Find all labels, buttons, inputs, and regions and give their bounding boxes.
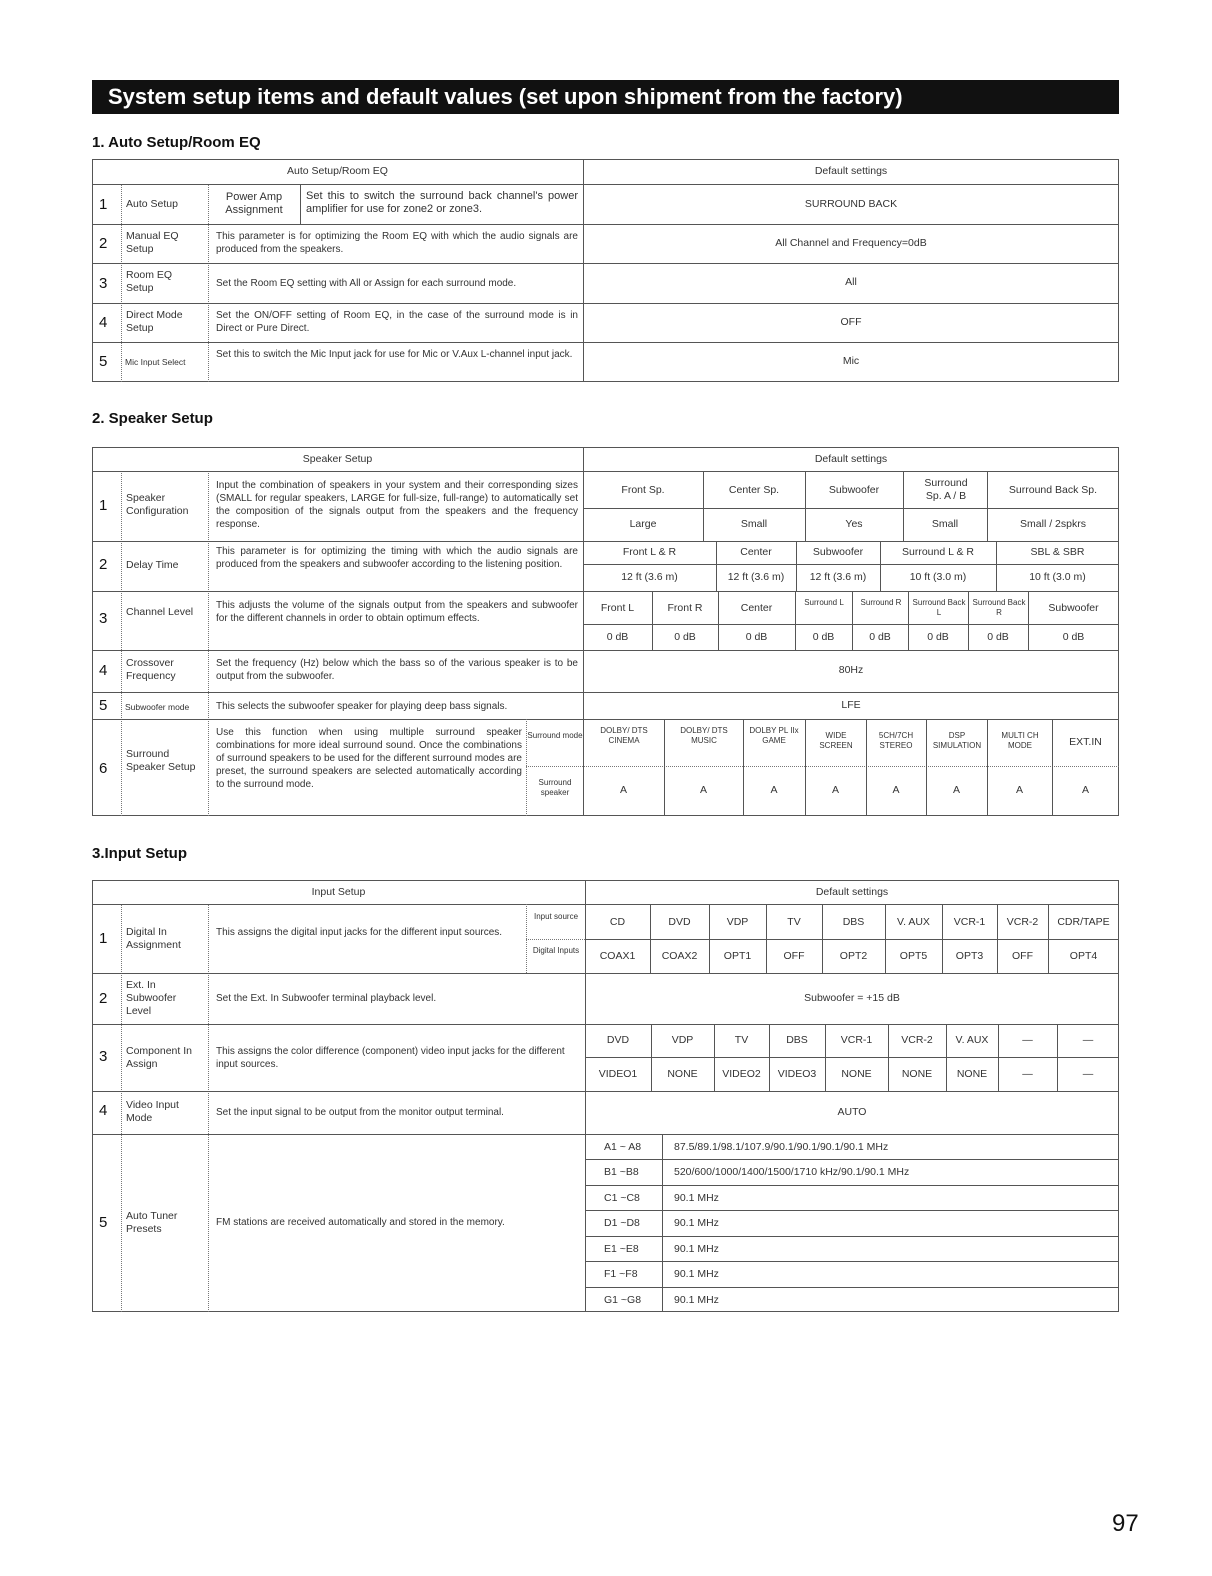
item-description: Use this function when using multiple surround speaker combinations for more ideal surround sound. Once the combinations of surround speakers to be used for the different surround modes are preset, the surround speakers are selected automatically according to the surround mode. [216, 727, 522, 790]
input-col-value: OPT1 [723, 950, 752, 962]
level-col-value: 0 dB [1062, 631, 1085, 643]
row-number: 4 [99, 662, 108, 679]
preset-value: 90.1 MHz [674, 1268, 719, 1280]
preset-channel: A1 ~ A8 [604, 1141, 642, 1153]
component-col-value: NONE [956, 1068, 988, 1080]
row-number: 3 [99, 1048, 108, 1065]
default-value: AUTO [837, 1106, 867, 1118]
default-value: All Channel and Frequency=0dB [775, 237, 927, 249]
level-col-header: Front R [667, 602, 703, 614]
mode-col-header: WIDE SCREEN [819, 731, 853, 750]
item-description: Set this to switch the surround back channel's power amplifier for use for zone2 or zone3. [306, 190, 578, 215]
item-label: Surround Speaker Setup [126, 748, 196, 773]
item-description: Set the ON/OFF setting of Room EQ, in the case of the surround mode is in Direct or Pure Direct. [216, 310, 578, 334]
delay-col-header: Surround L & R [902, 546, 974, 558]
row-number: 2 [99, 556, 108, 573]
input-default-header: Default settings [815, 886, 889, 898]
preset-value: 90.1 MHz [674, 1192, 719, 1204]
row-number: 6 [99, 760, 108, 777]
delay-col-value: 10 ft (3.0 m) [909, 571, 967, 583]
mode-col-header: DOLBY/ DTS CINEMA [600, 726, 648, 745]
preset-value: 90.1 MHz [674, 1217, 719, 1229]
row-number: 1 [99, 930, 108, 947]
item-label: Component In Assign [126, 1045, 192, 1070]
item-label: Delay Time [126, 559, 179, 571]
section-title-speaker-setup: 2. Speaker Setup [92, 410, 213, 427]
level-col-value: 0 dB [606, 631, 629, 643]
component-col-header: DBS [786, 1034, 808, 1046]
component-col-value: NONE [667, 1068, 698, 1080]
row-number: 3 [99, 275, 108, 292]
row-number: 5 [99, 1214, 108, 1231]
input-col-value: OPT4 [1069, 950, 1098, 962]
mode-col-header: DOLBY/ DTS MUSIC [680, 726, 728, 745]
level-col-header: Center [740, 602, 773, 614]
delay-col-header: Center [740, 546, 772, 558]
item-label: Speaker Configuration [126, 492, 189, 517]
delay-col-value: 12 ft (3.6 m) [727, 571, 785, 583]
row-number: 2 [99, 990, 108, 1007]
input-col-header: DBS [842, 916, 865, 928]
sub-item-label: Power Amp Assignment [225, 191, 283, 216]
surround-mode-label: Surround mode [527, 731, 583, 740]
mode-col-value: A [1081, 784, 1089, 796]
surround-speaker-label: Surround speaker [538, 778, 572, 797]
preset-channel: D1 ~D8 [604, 1217, 640, 1229]
speaker-col-header: Surround Back Sp. [1008, 484, 1098, 496]
component-col-value: VIDEO2 [722, 1068, 761, 1080]
item-label: Crossover Frequency [126, 657, 176, 682]
component-col-value: — [1082, 1068, 1094, 1080]
default-value: OFF [840, 316, 862, 328]
delay-col-header: Subwoofer [812, 546, 864, 558]
level-col-header: Surround Back L [912, 598, 966, 617]
input-col-value: OPT5 [899, 950, 928, 962]
item-label: Video Input Mode [126, 1099, 179, 1124]
speaker-col-header: Front Sp. [621, 484, 665, 496]
component-col-header: TV [734, 1034, 749, 1046]
default-value: Mic [842, 355, 860, 367]
speaker-col-value: Yes [845, 518, 863, 530]
row-number: 1 [99, 196, 108, 213]
mode-col-value: A [831, 784, 839, 796]
input-col-value: OPT3 [955, 950, 984, 962]
input-col-header: TV [787, 916, 801, 928]
mode-col-value: A [952, 784, 960, 796]
mode-col-header: MULTI CH MODE [1001, 731, 1039, 750]
level-col-value: 0 dB [674, 631, 696, 643]
item-label: Ext. In Subwoofer Level [126, 979, 177, 1017]
level-col-value: 0 dB [869, 631, 891, 643]
item-description: This assigns the digital input jacks for the different input sources. [216, 927, 503, 938]
mode-col-value: A [619, 784, 627, 796]
mode-col-value: A [892, 784, 900, 796]
speaker-col-header: Subwoofer [828, 484, 880, 496]
auto-setup-default-header: Default settings [814, 165, 888, 177]
level-col-header: Surround Back R [972, 598, 1026, 617]
item-label: Direct Mode Setup [126, 309, 183, 334]
item-label: Subwoofer mode [125, 702, 190, 712]
speaker-col-value: Large [629, 518, 657, 530]
component-col-header: — [1082, 1034, 1094, 1046]
component-col-value: NONE [901, 1068, 933, 1080]
input-setup-header: Input Setup [311, 886, 366, 898]
page-banner: System setup items and default values (set upon shipment from the factory) [92, 80, 1119, 114]
row-number: 5 [99, 697, 108, 714]
item-description: This parameter is for optimizing the timing with which the audio signals are produced from the speakers and subwoofer according to the listening position. [216, 546, 578, 570]
mode-col-value: A [770, 784, 778, 796]
speaker-col-header: Center Sp. [728, 484, 780, 496]
delay-col-value: 12 ft (3.6 m) [809, 571, 867, 583]
item-label: Channel Level [126, 606, 194, 618]
item-label: Auto Tuner Presets [126, 1210, 178, 1235]
input-col-value: COAX1 [599, 950, 636, 962]
digital-inputs-label: Digital Inputs [532, 946, 580, 955]
input-col-header: CDR/TAPE [1057, 916, 1110, 928]
item-description: Set the frequency (Hz) below which the bass so of the various speaker is to be output from the subwoofer. [216, 658, 578, 682]
preset-channel: C1 ~C8 [604, 1192, 640, 1204]
item-description: This adjusts the volume of the signals output from the speakers and subwoofer for the different channels in order to obtain optimum effects. [216, 600, 578, 624]
item-description: Set the Ext. In Subwoofer terminal playback level. [216, 993, 437, 1004]
input-col-header: CD [609, 916, 626, 928]
level-col-header: Subwoofer [1048, 602, 1099, 614]
level-col-header: Surround L [804, 598, 844, 607]
page-number: 97 [1112, 1510, 1139, 1537]
delay-col-header: Front L & R [622, 546, 677, 558]
section-title-auto-setup: 1. Auto Setup/Room EQ [92, 134, 261, 151]
delay-col-header: SBL & SBR [1030, 546, 1085, 558]
mode-col-header: DOLBY PL IIx GAME [749, 726, 799, 745]
mode-col-value: A [699, 784, 707, 796]
input-col-value: OFF [1012, 950, 1033, 962]
default-value: 80Hz [838, 664, 864, 676]
preset-value: 520/600/1000/1400/1500/1710 kHz/90.1/90.1 MHz [674, 1166, 910, 1178]
component-col-header: — [1022, 1034, 1033, 1046]
level-col-value: 0 dB [812, 631, 835, 643]
row-number: 5 [99, 353, 108, 370]
speaker-default-header: Default settings [814, 453, 888, 465]
preset-value: 90.1 MHz [674, 1243, 719, 1255]
input-col-header: V. AUX [897, 916, 930, 928]
component-col-value: VIDEO1 [598, 1068, 638, 1080]
component-col-header: VDP [671, 1034, 694, 1046]
preset-channel: B1 ~B8 [604, 1166, 639, 1178]
speaker-setup-header: Speaker Setup [302, 453, 373, 465]
speaker-col-value: Small [740, 518, 768, 530]
item-description: This assigns the color difference (component) video input jacks for the different input sources. [216, 1046, 565, 1070]
level-col-header: Front L [600, 602, 635, 614]
component-col-header: VCR-2 [901, 1034, 933, 1046]
item-description: FM stations are received automatically and stored in the memory. [216, 1217, 505, 1228]
level-col-value: 0 dB [927, 631, 949, 643]
component-col-header: V. AUX [955, 1034, 989, 1046]
delay-col-value: 10 ft (3.0 m) [1029, 571, 1086, 583]
section-title-input-setup: 3.Input Setup [92, 845, 187, 862]
speaker-col-header: Surround Sp. A / B [924, 477, 968, 502]
preset-channel: F1 ~F8 [604, 1268, 638, 1280]
item-label: Digital In Assignment [126, 926, 181, 951]
item-label: Mic Input Select [125, 357, 186, 367]
item-description: Set this to switch the Mic Input jack for use for Mic or V.Aux L-channel input jack. [216, 349, 573, 360]
component-col-value: — [1022, 1068, 1033, 1080]
row-number: 4 [99, 314, 108, 331]
preset-value: 90.1 MHz [674, 1294, 719, 1306]
component-col-value: NONE [841, 1068, 872, 1080]
auto-setup-header: Auto Setup/Room EQ [287, 165, 388, 177]
speaker-col-value: Small [931, 518, 959, 530]
mode-col-header: 5CH/7CH STEREO [878, 731, 914, 750]
component-col-value: VIDEO3 [777, 1068, 817, 1080]
mode-col-value: A [1015, 784, 1023, 796]
preset-channel: E1 ~E8 [604, 1243, 639, 1255]
item-label: Room EQ Setup [126, 269, 173, 294]
item-description: Set the Room EQ setting with All or Assign for each surround mode. [216, 278, 517, 289]
row-number: 2 [99, 235, 108, 252]
item-description: This selects the subwoofer speaker for playing deep bass signals. [216, 701, 508, 712]
default-value: LFE [841, 699, 861, 711]
input-col-value: COAX2 [661, 950, 698, 962]
default-value: Subwoofer = +15 dB [804, 992, 900, 1004]
row-number: 4 [99, 1102, 108, 1119]
item-label: Auto Setup [126, 198, 178, 210]
input-col-header: VCR-2 [1006, 916, 1039, 928]
input-col-header: VCR-1 [953, 916, 986, 928]
delay-col-value: 12 ft (3.6 m) [621, 571, 678, 583]
speaker-col-value: Small / 2spkrs [1020, 518, 1086, 530]
default-value: SURROUND BACK [804, 198, 898, 210]
level-col-value: 0 dB [745, 631, 768, 643]
input-col-value: OPT2 [839, 950, 868, 962]
mode-col-header: EXT.IN [1069, 736, 1102, 748]
preset-value: 87.5/89.1/98.1/107.9/90.1/90.1/90.1/90.1 MHz [674, 1141, 889, 1153]
input-col-value: OFF [783, 950, 805, 962]
row-number: 3 [99, 610, 108, 627]
mode-col-header: DSP SIMULATION [932, 731, 982, 750]
row-number: 1 [99, 497, 108, 514]
item-description: This parameter is for optimizing the Room EQ with which the audio signals are produced from the speakers. [216, 231, 578, 255]
component-col-header: DVD [606, 1034, 630, 1046]
item-label: Manual EQ Setup [126, 230, 179, 255]
item-description: Input the combination of speakers in your system and their corresponding sizes (SMALL for regular speakers, LARGE for full-size, full-range) to automatically set the composition of the signals output from the speakers and the frequency response. [216, 480, 578, 530]
item-description: Set the input signal to be output from the monitor output terminal. [216, 1107, 504, 1118]
component-col-header: VCR-1 [840, 1034, 873, 1046]
level-col-header: Surround R [860, 598, 902, 607]
default-value: All [845, 276, 857, 288]
input-col-header: DVD [668, 916, 691, 928]
level-col-value: 0 dB [987, 631, 1009, 643]
input-source-label: Input source [533, 912, 579, 921]
preset-channel: G1 ~G8 [604, 1294, 642, 1306]
input-col-header: VDP [726, 916, 749, 928]
